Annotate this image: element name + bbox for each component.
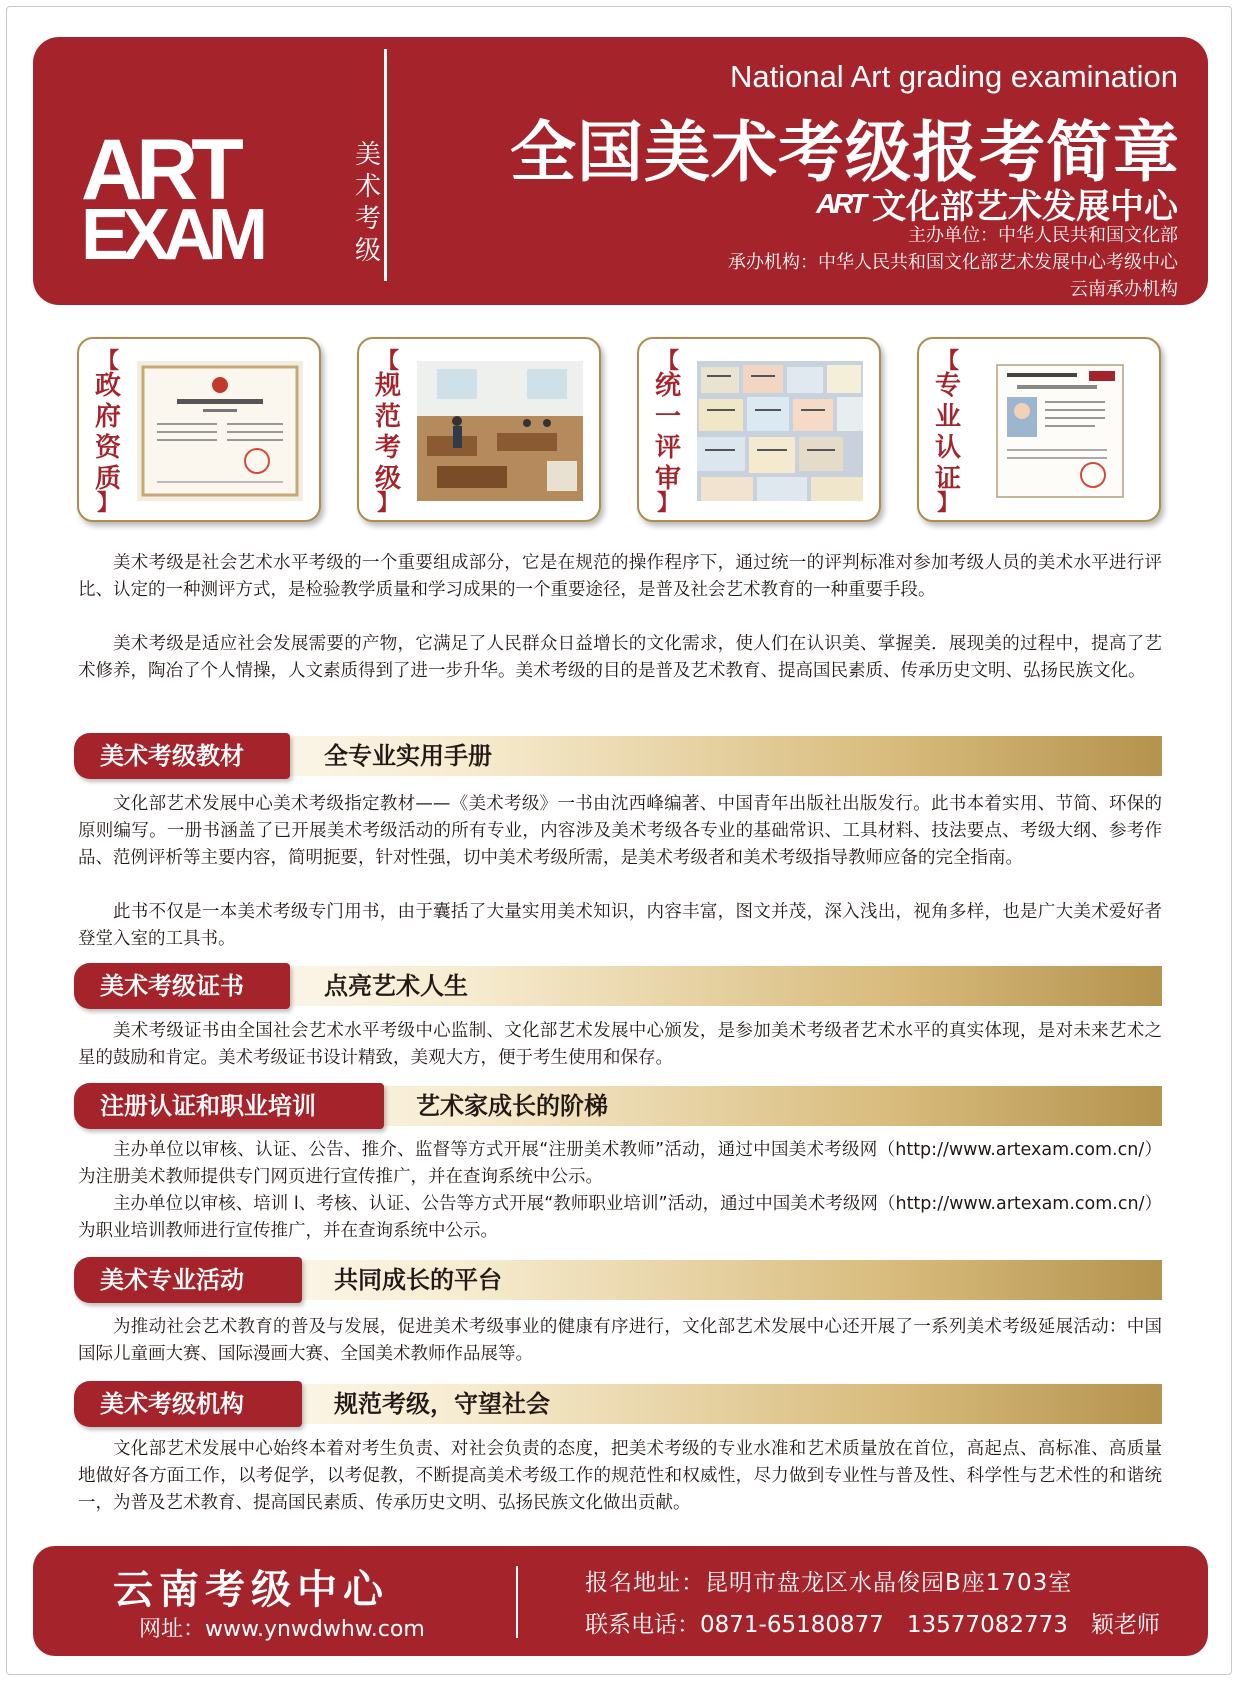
section-paragraph: 美术考级证书由全国社会艺术水平考级中心监制、文化部艺术发展中心颁发，是参加美术考级者艺术水平的真实体现，是对未来艺术之星的鼓励和肯定。美术考级证书设计精致，美观大方，便于考生使用和保存。 (78, 1021, 1162, 1068)
certificate-photo (137, 361, 303, 501)
footer-website[interactable]: 网址：www.ynwdwhw.com (139, 1617, 425, 1642)
logo-art-text: ART (81, 122, 237, 218)
exam-classroom-photo (417, 361, 583, 501)
card-label: 【 统一评审 】 (654, 349, 681, 516)
section-header (74, 1257, 1162, 1303)
section-header (74, 963, 1162, 1009)
section-paragraph: 文化部艺术发展中心美术考级指定教材——《美术考级》一书由沈西峰编著、中国青年出版社出版发行。此书本着实用、节简、环保的原则编写。一册书涵盖了已开展美术考级活动的所有专业，内容涉及美术考级各专业的基础常识、工具材料、技法要点、考级大纲、参考作品、范例评析等主要内容，简明扼要，针对性强，切中美术考级所需，是美术考级者和美术考级指导教师应备的完全指南。 (78, 794, 1162, 868)
feature-card (357, 337, 601, 522)
footer-center-name: 云南考级中心 (113, 1567, 389, 1613)
page-title: 全国美术考级报考简章 (510, 114, 1180, 191)
header-banner (33, 37, 1208, 305)
artworks-on-floor-photo (697, 361, 863, 501)
yunnan-undertaker-line: 云南承办机构 (1070, 279, 1178, 300)
footer-banner (33, 1546, 1208, 1656)
section-subtitle: 共同成长的平台 (334, 1266, 502, 1294)
section-paragraph: 为推动社会艺术教育的普及与发展，促进美术考级事业的健康有序进行，文化部艺术发展中心还开展了一系列美术考级延展活动：中国国际儿童画大赛、国际漫画大赛、全国美术教师作品展等。 (78, 1317, 1162, 1364)
certificate-card-photo (977, 361, 1143, 501)
section-header (74, 733, 1162, 779)
section-title: 美术考级教材 (74, 733, 290, 779)
footer-divider (516, 1566, 518, 1638)
card-label-text: 专业认证 (934, 371, 961, 494)
section-paragraph: 此书不仅是一本美术考级专门用书，由于囊括了大量实用美术知识，内容丰富，图文并茂，深入浅出，视角多样，也是广大美术爱好者登堂入室的工具书。 (78, 902, 1162, 949)
intro-paragraph: 美术考级是适应社会发展需要的产物，它满足了人民群众日益增长的文化需求，使人们在认识美、掌握美．展现美的过程中，提高了艺术修养，陶冶了个人情操，人文素质得到了进一步升华。美术考级的目的是普及艺术教育、提高国民素质、传承历史文明、弘扬民族文化。 (78, 634, 1162, 681)
feature-card (637, 337, 881, 522)
undertaker-line: 承办机构：中华人民共和国文化部艺术发展中心考级中心 (728, 252, 1178, 273)
english-title: National Art grading examination (729, 59, 1178, 94)
card-label: 【 规范考级 】 (374, 349, 401, 516)
card-label: 【 专业认证 】 (934, 349, 961, 516)
organizer-line: 主办单位：中华人民共和国文化部 (908, 225, 1178, 246)
section-paragraph: 主办单位以审核、培训 l、考核、认证、公告等方式开展“教师职业培训”活动，通过中国美术考级网（http://www.artexam.com.cn/）为职业培训教师进行宣传推广，并在查询系统中公示。 (78, 1194, 1162, 1241)
section-subtitle: 规范考级，守望社会 (334, 1390, 550, 1418)
intro-paragraph: 美术考级是社会艺术水平考级的一个重要组成部分，它是在规范的操作程序下，通过统一的评判标准对参加考级人员的美术水平进行评比、认定的一种测评方式，是检验教学质量和学习成果的一个重要途径，是普及社会艺术教育的一种重要手段。 (78, 553, 1162, 600)
section-subtitle: 点亮艺术人生 (324, 972, 468, 1000)
section-header (74, 1381, 1162, 1427)
art-center-mark: ART (815, 187, 864, 219)
header-divider (384, 49, 387, 281)
center-name: 文化部艺术发展中心 (872, 187, 1178, 227)
art-exam-logo (81, 122, 381, 307)
card-label: 【 政府资质 】 (94, 349, 121, 516)
section-title: 美术专业活动 (74, 1257, 302, 1303)
section-header (74, 1083, 1162, 1129)
section-title: 注册认证和职业培训 (74, 1083, 384, 1129)
section-title: 美术考级机构 (74, 1381, 302, 1427)
section-subtitle: 全专业实用手册 (324, 742, 492, 770)
section-title: 美术考级证书 (74, 963, 290, 1009)
footer-address: 报名地址：昆明市盘龙区水晶俊园B座1703室 (585, 1570, 1073, 1596)
logo-vertical-text: 美术考级 (354, 140, 381, 266)
feature-cards (77, 337, 1162, 524)
section-paragraph: 主办单位以审核、认证、公告、推介、监督等方式开展“注册美术教师”活动，通过中国美术考级网（http://www.artexam.com.cn/）为注册美术教师提供专门网页进行宣传推广，并在查询系统中公示。 (78, 1140, 1162, 1187)
feature-card (917, 337, 1161, 522)
section-subtitle: 艺术家成长的阶梯 (416, 1092, 608, 1120)
card-label-text: 政府资质 (94, 371, 121, 494)
footer-phone: 联系电话：0871-65180877 13577082773 颖老师 (585, 1612, 1160, 1638)
card-label-text: 规范考级 (374, 371, 401, 494)
card-label-text: 统一评审 (654, 371, 681, 494)
feature-card (77, 337, 321, 522)
section-paragraph: 文化部艺术发展中心始终本着对考生负责、对社会负责的态度，把美术考级的专业水准和艺术质量放在首位，高起点、高标准、高质量地做好各方面工作，以考促学，以考促教，不断提高美术考级工作的规范性和权威性，尽力做到专业性与普及性、科学性与艺术性的和谐统一，为普及艺术教育、提高国民素质、传承历史文明、弘扬民族文化做出贡献。 (78, 1439, 1162, 1513)
logo-exam-text: EXAM (81, 195, 262, 275)
